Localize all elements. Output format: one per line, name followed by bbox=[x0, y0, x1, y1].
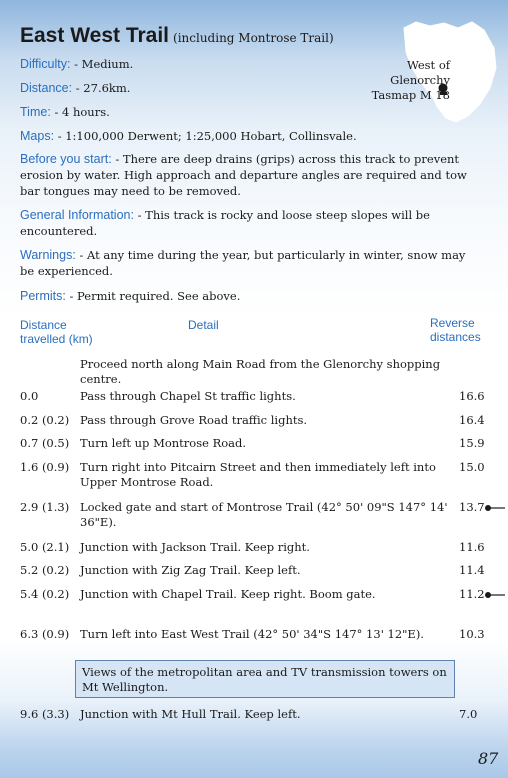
field-permits bbox=[20, 288, 482, 304]
row-reverse: 15.0 bbox=[459, 460, 485, 474]
row-reverse: 15.9 bbox=[459, 436, 485, 450]
row-distance: 0.2 (0.2) bbox=[20, 413, 70, 427]
field-general-information bbox=[20, 207, 482, 239]
row-distance: 6.3 (0.9) bbox=[20, 627, 70, 641]
row-detail: Pass through Grove Road traffic lights. bbox=[80, 413, 308, 427]
field-label: Distance: bbox=[20, 81, 73, 95]
field-value: - 27.6km. bbox=[72, 81, 131, 95]
row-detail: Junction with Chapel Trail. Keep right. Boom gate. bbox=[80, 587, 376, 601]
row-distance: 5.4 (0.2) bbox=[20, 587, 70, 601]
field-value: - 1:100,000 Derwent; 1:25,000 Hobart, Collinsvale. bbox=[54, 129, 357, 143]
views-note-box: Views of the metropolitan area and TV transmission towers on Mt Wellington. bbox=[75, 660, 455, 698]
field-label: Warnings: bbox=[20, 248, 76, 262]
column-header-detail: Detail bbox=[188, 318, 219, 332]
row-detail: Turn left into East West Trail (42° 50' 34"S 147° 13' 12"E). bbox=[80, 627, 424, 641]
row-reverse: 11.6 bbox=[459, 540, 485, 554]
pointer-pin-icon bbox=[484, 503, 506, 513]
field-label: Difficulty: bbox=[20, 57, 71, 71]
field-value: - This track is rocky and loose steep slopes will be encountered. bbox=[20, 208, 430, 238]
field-value: - There are deep drains (grips) across this track to prevent erosion by water. High approach and departure angles are required and tow bar tongues may need to be removed. bbox=[20, 152, 467, 198]
row-distance: 0.0 bbox=[20, 389, 39, 403]
row-reverse: 16.6 bbox=[459, 389, 485, 403]
column-header-reverse bbox=[430, 316, 481, 344]
row-reverse: 10.3 bbox=[459, 627, 485, 641]
field-label: Maps: bbox=[20, 129, 55, 143]
row-distance: 2.9 (1.3) bbox=[20, 500, 70, 514]
map-caption-line: Tasmap M 18 bbox=[371, 88, 450, 102]
field-distance bbox=[20, 80, 482, 96]
map-caption-line: West of bbox=[406, 58, 450, 72]
row-detail: Turn left up Montrose Road. bbox=[80, 436, 247, 450]
column-header-line: travelled (km) bbox=[20, 332, 93, 346]
row-detail: Junction with Zig Zag Trail. Keep left. bbox=[80, 563, 301, 577]
row-reverse: 16.4 bbox=[459, 413, 485, 427]
page-number: 87 bbox=[478, 749, 499, 768]
row-reverse: 7.0 bbox=[459, 707, 478, 721]
column-header-distance bbox=[20, 318, 93, 346]
row-detail: Pass through Chapel St traffic lights. bbox=[80, 389, 296, 403]
page-title bbox=[20, 24, 334, 48]
row-detail: Junction with Jackson Trail. Keep right. bbox=[80, 540, 310, 554]
trail-name: East West Trail bbox=[20, 24, 170, 47]
field-value: - Permit required. See above. bbox=[65, 289, 241, 303]
column-header-line: distances bbox=[430, 330, 481, 344]
row-reverse: 13.7 bbox=[459, 500, 485, 514]
row-reverse: 11.2 bbox=[459, 587, 485, 601]
row-reverse: 11.4 bbox=[459, 563, 485, 577]
pointer-pin-icon bbox=[484, 590, 506, 600]
row-distance: 0.7 (0.5) bbox=[20, 436, 70, 450]
field-value: - Medium. bbox=[70, 57, 134, 71]
field-maps bbox=[20, 128, 482, 144]
row-detail: Junction with Mt Hull Trail. Keep left. bbox=[80, 707, 301, 721]
field-time bbox=[20, 104, 482, 120]
row-distance: 5.2 (0.2) bbox=[20, 563, 70, 577]
field-before-you-start bbox=[20, 151, 482, 199]
column-header-line: Distance bbox=[20, 318, 67, 332]
row-distance: 1.6 (0.9) bbox=[20, 460, 70, 474]
row-detail: Turn right into Pitcairn Street and then immediately left into Upper Montrose Road. bbox=[80, 460, 436, 489]
trail-subtitle: (including Montrose Trail) bbox=[173, 31, 334, 45]
field-label: Before you start: bbox=[20, 152, 112, 166]
map-caption-line: Glenorchy bbox=[390, 73, 450, 87]
field-value: - 4 hours. bbox=[50, 105, 110, 119]
field-label: General Information: bbox=[20, 208, 134, 222]
column-header-line: Reverse bbox=[430, 316, 475, 330]
field-label: Permits: bbox=[20, 289, 66, 303]
field-difficulty bbox=[20, 56, 482, 72]
field-warnings bbox=[20, 247, 482, 279]
row-distance: 9.6 (3.3) bbox=[20, 707, 70, 721]
row-distance: 5.0 (2.1) bbox=[20, 540, 70, 554]
field-label: Time: bbox=[20, 105, 51, 119]
row-detail: Proceed north along Main Road from the Glenorchy shopping centre. bbox=[80, 357, 441, 386]
row-detail: Locked gate and start of Montrose Trail (42° 50' 09"S 147° 14' 36"E). bbox=[80, 500, 448, 529]
field-value: - At any time during the year, but particularly in winter, snow may be experienced. bbox=[20, 248, 466, 278]
